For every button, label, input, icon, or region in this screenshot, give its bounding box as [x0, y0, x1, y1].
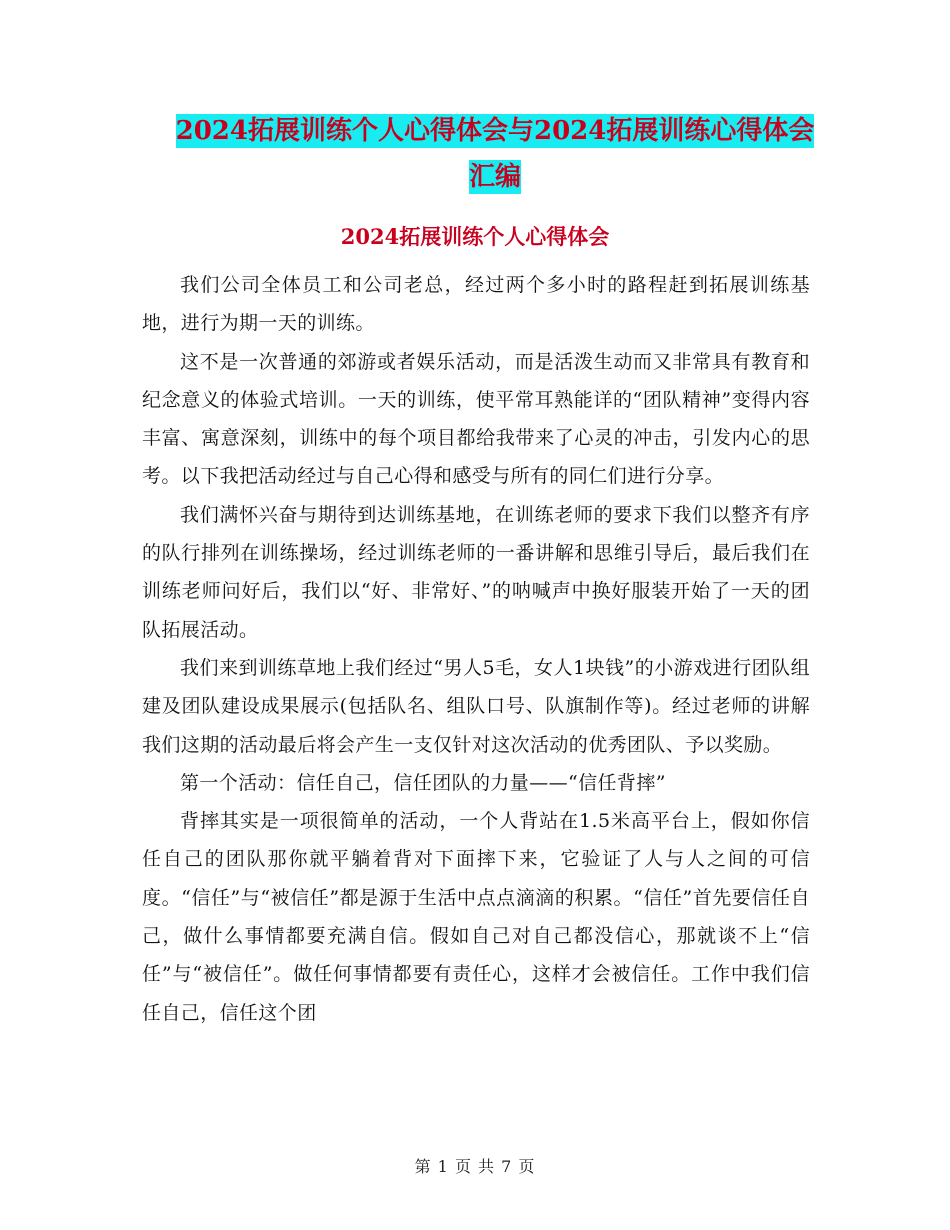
paragraph: 我们来到训练草地上我们经过“男人5毛，女人1块钱”的小游戏进行团队组建及团队建设成果展示(包括队名、组队口号、队旗制作等)。经过老师的讲解我们这期的活动最后将会产生一支仅针对这次活动的优秀团队、予以奖励。	[142, 656, 810, 756]
paragraph: 背摔其实是一项很简单的活动，一个人背站在1.5米高平台上，假如你信任自己的团队那你就平躺着背对下面摔下来，它验证了人与人之间的可信度。“信任”与“被信任”都是源于生活中点点滴滴的积累。“信任”首先要信任自己，做什么事情都要充满自信。假如自己对自己都没信心，那就谈不上“信任”与“被信任”。做任何事情都要有责任心，这样才会被信任。工作中我们信任自己，信任这个团	[142, 810, 810, 1024]
paragraph: 我们满怀兴奋与期待到达训练基地，在训练老师的要求下我们以整齐有序的队行排列在训练操场，经过训练老师的一番讲解和思维引导后，最后我们在训练老师问好后，我们以“好、非常好、”的呐喊声中换好服装开始了一天的团队拓展活动。	[142, 503, 810, 641]
document-title	[140, 108, 850, 200]
paragraph: 这不是一次普通的郊游或者娱乐活动，而是活泼生动而又非常具有教育和纪念意义的体验式培训。一天的训练，使平常耳熟能详的“团队精神”变得内容丰富、寓意深刻，训练中的每个项目都给我带来了心灵的冲击，引发内心的思考。以下我把活动经过与自己心得和感受与所有的同仁们进行分享。	[142, 350, 810, 488]
section-title: 2024拓展训练个人心得体会	[340, 224, 610, 249]
document-body	[142, 266, 810, 1032]
page-footer: 第 1 页 共 7 页	[414, 1157, 536, 1176]
document-title-line2: 汇编	[468, 162, 521, 192]
paragraph: 第一个活动：信任自己，信任团队的力量——“信任背摔”	[180, 771, 666, 794]
paragraph: 我们公司全体员工和公司老总，经过两个多小时的路程赶到拓展训练基地，进行为期一天的训练。	[142, 274, 810, 335]
document-title-line1: 2024拓展训练个人心得体会与2024拓展训练心得体会	[175, 116, 815, 146]
